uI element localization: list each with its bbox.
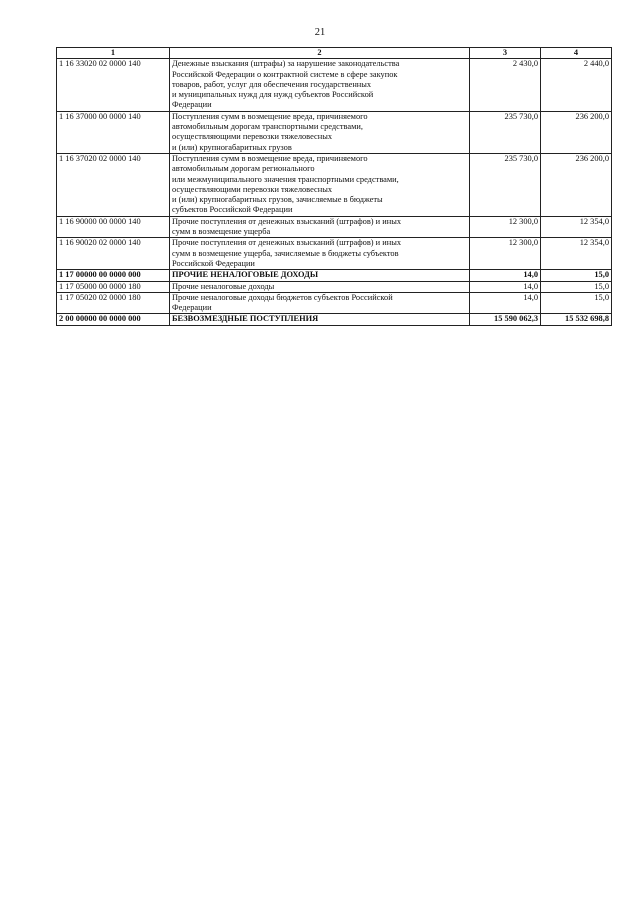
row-value-4: 15,0 xyxy=(541,281,612,292)
row-code: 1 16 90000 00 0000 140 xyxy=(57,216,170,238)
table-body xyxy=(57,59,612,325)
row-code: 1 16 33020 02 0000 140 xyxy=(57,59,170,111)
table-row-section-total xyxy=(57,270,612,281)
table-row xyxy=(57,281,612,292)
table-row xyxy=(57,216,612,238)
row-value-4: 12 354,0 xyxy=(541,216,612,238)
row-value-4: 15,0 xyxy=(541,292,612,314)
row-name: Поступления сумм в возмещение вреда, причиняемого автомобильным дорогам регионального или межмуниципального значения транспортными средствами, осуществляющими перевозки тяжеловесных и (или) крупногабаритных грузов, зачисляемые в бюджеты субъектов Российской Федерации xyxy=(170,153,470,216)
table-row xyxy=(57,238,612,270)
table-row xyxy=(57,111,612,153)
row-name: Прочие поступления от денежных взысканий (штрафов) и иных сумм в возмещение ущерба, зачисляемые в бюджеты субъектов Российской Федерации xyxy=(170,238,470,270)
budget-revenue-table xyxy=(56,47,612,326)
row-name: Поступления сумм в возмещение вреда, причиняемого автомобильным дорогам транспортными средствами, осуществляющими перевозки тяжеловесных и (или) крупногабаритных грузов xyxy=(170,111,470,153)
table-row-section-total xyxy=(57,314,612,325)
row-value-3: 14,0 xyxy=(470,270,541,281)
table-row xyxy=(57,153,612,216)
row-name: Прочие неналоговые доходы xyxy=(170,281,470,292)
row-value-3: 14,0 xyxy=(470,281,541,292)
row-value-4: 236 200,0 xyxy=(541,153,612,216)
row-name: Прочие поступления от денежных взысканий (штрафов) и иных сумм в возмещение ущерба xyxy=(170,216,470,238)
row-value-3: 12 300,0 xyxy=(470,238,541,270)
row-code: 1 16 37000 00 0000 140 xyxy=(57,111,170,153)
row-value-3: 15 590 062,3 xyxy=(470,314,541,325)
row-code: 1 17 00000 00 0000 000 xyxy=(57,270,170,281)
row-name: Прочие неналоговые доходы бюджетов субъектов Российской Федерации xyxy=(170,292,470,314)
page-number: 21 xyxy=(314,27,326,38)
table-row xyxy=(57,59,612,111)
header-col-2: 2 xyxy=(170,48,470,59)
row-value-4: 15,0 xyxy=(541,270,612,281)
row-value-3: 12 300,0 xyxy=(470,216,541,238)
row-name: ПРОЧИЕ НЕНАЛОГОВЫЕ ДОХОДЫ xyxy=(170,270,470,281)
header-col-3: 3 xyxy=(470,48,541,59)
row-value-3: 235 730,0 xyxy=(470,153,541,216)
table-row xyxy=(57,292,612,314)
row-value-4: 236 200,0 xyxy=(541,111,612,153)
row-value-4: 2 440,0 xyxy=(541,59,612,111)
row-value-3: 14,0 xyxy=(470,292,541,314)
row-value-3: 235 730,0 xyxy=(470,111,541,153)
row-value-4: 12 354,0 xyxy=(541,238,612,270)
header-col-1: 1 xyxy=(57,48,170,59)
row-code: 1 16 37020 02 0000 140 xyxy=(57,153,170,216)
header-col-4: 4 xyxy=(541,48,612,59)
table-header-row xyxy=(57,48,612,59)
row-code: 1 17 05020 02 0000 180 xyxy=(57,292,170,314)
row-name: Денежные взыскания (штрафы) за нарушение законодательства Российской Федерации о контрактной системе в сфере закупок товаров, работ, услуг для обеспечения государственных и муниципальных нужд для нужд субъектов Российской Федерации xyxy=(170,59,470,111)
row-code: 1 17 05000 00 0000 180 xyxy=(57,281,170,292)
row-code: 2 00 00000 00 0000 000 xyxy=(57,314,170,325)
row-name: БЕЗВОЗМЕЗДНЫЕ ПОСТУПЛЕНИЯ xyxy=(170,314,470,325)
row-code: 1 16 90020 02 0000 140 xyxy=(57,238,170,270)
row-value-4: 15 532 698,8 xyxy=(541,314,612,325)
row-value-3: 2 430,0 xyxy=(470,59,541,111)
